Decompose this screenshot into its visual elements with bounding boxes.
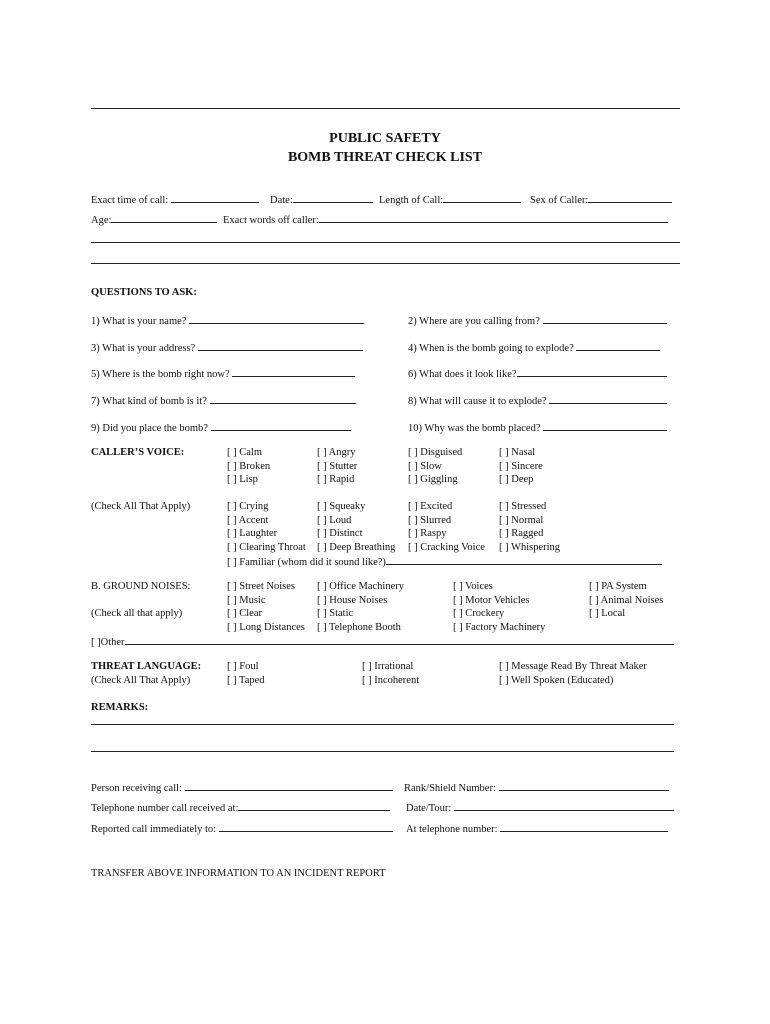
caller-sex-label: Sex of Caller: — [530, 195, 589, 206]
question-5[interactable]: 5) Where is the bomb right now? — [91, 366, 355, 381]
call-date-label: Date: — [270, 195, 293, 206]
voice-option-cracking-voice[interactable]: [ ] Cracking Voice — [408, 542, 485, 553]
voice-option[interactable]: [ ] Raspy — [408, 528, 447, 540]
ground-other-label: [ ]Other — [91, 637, 125, 648]
voice-option[interactable]: [ ] Normal — [499, 514, 544, 526]
rank-shield-field[interactable] — [404, 780, 669, 795]
voice-familiar-field[interactable] — [227, 554, 662, 569]
voice-option-whispering[interactable]: [ ] Whispering — [499, 542, 561, 553]
question-10[interactable]: 10) Why was the bomb placed? — [408, 420, 667, 435]
voice-option[interactable]: [ ] Rapid — [317, 474, 355, 486]
exact-words-line-3[interactable] — [91, 263, 680, 264]
telephone-received-field[interactable] — [91, 800, 390, 815]
voice-option[interactable]: [ ] Loud — [317, 514, 352, 526]
voice-option[interactable]: [ ] Broken — [227, 460, 271, 472]
ground-options-col4[interactable] — [589, 580, 663, 621]
caller-sex-field[interactable] — [530, 192, 672, 207]
ground-option[interactable]: [ ] Telephone Booth — [317, 621, 401, 633]
exact-words-field[interactable] — [223, 212, 668, 227]
ground-option[interactable]: [ ] Animal Noises — [589, 594, 664, 606]
transfer-instruction: TRANSFER ABOVE INFORMATION TO AN INCIDENT REPORT — [91, 868, 386, 879]
threat-options-col2[interactable] — [362, 660, 419, 687]
call-length-label: Length of Call: — [379, 195, 444, 206]
voice-option[interactable]: [ ] Ragged — [499, 528, 544, 540]
ground-option[interactable]: [ ] Clear — [227, 608, 262, 620]
ground-option[interactable]: [ ] PA System — [589, 581, 647, 592]
question-9[interactable]: 9) Did you place the bomb? — [91, 420, 351, 435]
voice-option[interactable]: [ ] Lisp — [227, 474, 258, 486]
at-telephone-field[interactable] — [406, 821, 668, 836]
person-receiving-label: Person receiving call: — [91, 783, 182, 794]
voice-options-col5[interactable] — [227, 500, 277, 541]
date-tour-label: Date/Tour: — [406, 803, 452, 814]
top-rule — [91, 108, 680, 109]
voice-option[interactable]: [ ] Distinct — [317, 528, 363, 540]
call-length-field[interactable] — [379, 192, 521, 207]
ground-option[interactable]: [ ] Local — [589, 608, 626, 620]
ground-option[interactable]: [ ] Static — [317, 608, 354, 620]
voice-option[interactable]: [ ] Squeaky — [317, 501, 366, 512]
voice-option[interactable]: [ ] Giggling — [408, 474, 458, 486]
caller-age-label: Age: — [91, 215, 112, 226]
voice-options-col3[interactable] — [408, 446, 462, 487]
voice-options-col6[interactable] — [317, 500, 365, 541]
voice-option[interactable]: [ ] Crying — [227, 501, 269, 512]
ground-option[interactable]: [ ] Music — [227, 594, 266, 606]
voice-option[interactable]: [ ] Accent — [227, 514, 269, 526]
date-tour-field[interactable] — [406, 800, 674, 815]
callers-voice-heading: CALLER’S VOICE: — [91, 447, 185, 458]
voice-option[interactable]: [ ] Stressed — [499, 501, 547, 512]
question-6[interactable]: 6) What does it look like? — [408, 366, 667, 381]
exact-words-line-2[interactable] — [91, 242, 680, 243]
threat-option[interactable]: [ ] Taped — [227, 674, 265, 686]
ground-option[interactable]: [ ] Crockery — [453, 608, 505, 620]
ground-option[interactable]: [ ] Motor Vehicles — [453, 594, 530, 606]
call-date-field[interactable] — [270, 192, 373, 207]
voice-options-col8[interactable] — [499, 500, 546, 541]
voice-option[interactable]: [ ] Slurred — [408, 514, 452, 526]
ground-option[interactable]: [ ] House Noises — [317, 594, 388, 606]
voice-options-col7[interactable] — [408, 500, 452, 541]
voice-option[interactable]: [ ] Laughter — [227, 528, 278, 540]
voice-option[interactable]: [ ] Slow — [408, 460, 442, 472]
voice-option[interactable]: [ ] Stutter — [317, 460, 358, 472]
call-time-label: Exact time of call: — [91, 195, 169, 206]
remarks-line-1[interactable] — [91, 724, 674, 725]
threat-check-note: (Check All That Apply) — [91, 675, 191, 686]
question-8[interactable]: 8) What will cause it to explode? — [408, 393, 667, 408]
reported-to-label: Reported call immediately to: — [91, 824, 217, 835]
threat-option[interactable]: [ ] Foul — [227, 661, 259, 672]
threat-options-col3[interactable] — [499, 660, 647, 687]
ground-options-col3[interactable] — [453, 580, 545, 634]
voice-check-note: (Check All That Apply) — [91, 501, 191, 512]
at-telephone-label: At telephone number: — [406, 824, 498, 835]
threat-language-heading: THREAT LANGUAGE: — [91, 661, 202, 672]
form-title-line1: PUBLIC SAFETY — [329, 131, 441, 146]
voice-option[interactable]: [ ] Angry — [317, 447, 356, 458]
voice-option[interactable]: [ ] Nasal — [499, 447, 536, 458]
remarks-line-2[interactable] — [91, 751, 674, 752]
voice-option-clearing-throat[interactable]: [ ] Clearing Throat — [227, 542, 306, 553]
question-4[interactable]: 4) When is the bomb going to explode? — [408, 340, 660, 355]
threat-option[interactable]: [ ] Incoherent — [362, 674, 420, 686]
form-title-line2: BOMB THREAT CHECK LIST — [287, 150, 483, 165]
caller-age-field[interactable] — [91, 212, 217, 227]
ground-noises-heading: B. GROUND NOISES: — [91, 581, 191, 592]
exact-words-label: Exact words off caller: — [223, 215, 319, 226]
threat-option[interactable]: [ ] Irrational — [362, 661, 414, 672]
threat-option[interactable]: [ ] Message Read By Threat Maker — [499, 661, 647, 672]
remarks-heading: REMARKS: — [91, 702, 149, 713]
question-2[interactable]: 2) Where are you calling from? — [408, 313, 667, 328]
voice-option[interactable]: [ ] Calm — [227, 447, 262, 458]
ground-options-col1[interactable] — [227, 580, 305, 634]
voice-options-col4[interactable] — [499, 446, 543, 487]
question-3[interactable]: 3) What is your address? — [91, 340, 363, 355]
reported-to-field[interactable] — [91, 821, 393, 836]
ground-other-field[interactable] — [91, 634, 674, 649]
ground-option[interactable]: [ ] Long Distances — [227, 621, 305, 633]
call-time-field[interactable] — [91, 192, 259, 207]
ground-option[interactable]: [ ] Voices — [453, 581, 493, 592]
rank-shield-label: Rank/Shield Number: — [404, 783, 496, 794]
voice-option-deep-breathing[interactable]: [ ] Deep Breathing — [317, 542, 396, 553]
ground-option[interactable]: [ ] Office Machinery — [317, 581, 404, 592]
voice-options-col2[interactable] — [317, 446, 357, 487]
threat-option[interactable]: [ ] Well Spoken (Educated) — [499, 674, 614, 686]
threat-options-col1[interactable] — [227, 660, 265, 687]
ground-options-col2[interactable] — [317, 580, 404, 634]
voice-option[interactable]: [ ] Excited — [408, 501, 453, 512]
question-7[interactable]: 7) What kind of bomb is it? — [91, 393, 356, 408]
voice-option[interactable]: [ ] Deep — [499, 474, 534, 486]
question-1[interactable]: 1) What is your name? — [91, 313, 364, 328]
person-receiving-field[interactable] — [91, 780, 393, 795]
ground-option[interactable]: [ ] Street Noises — [227, 581, 295, 592]
voice-options-col1[interactable] — [227, 446, 270, 487]
voice-familiar-label: [ ] Familiar (whom did it sound like?) — [227, 557, 386, 568]
questions-heading: QUESTIONS TO ASK: — [91, 287, 197, 298]
ground-check-note: (Check all that apply) — [91, 608, 183, 619]
voice-option[interactable]: [ ] Disguised — [408, 447, 463, 458]
voice-option[interactable]: [ ] Sincere — [499, 460, 543, 472]
ground-option[interactable]: [ ] Factory Machinery — [453, 621, 546, 633]
telephone-received-label: Telephone number call received at: — [91, 803, 239, 814]
